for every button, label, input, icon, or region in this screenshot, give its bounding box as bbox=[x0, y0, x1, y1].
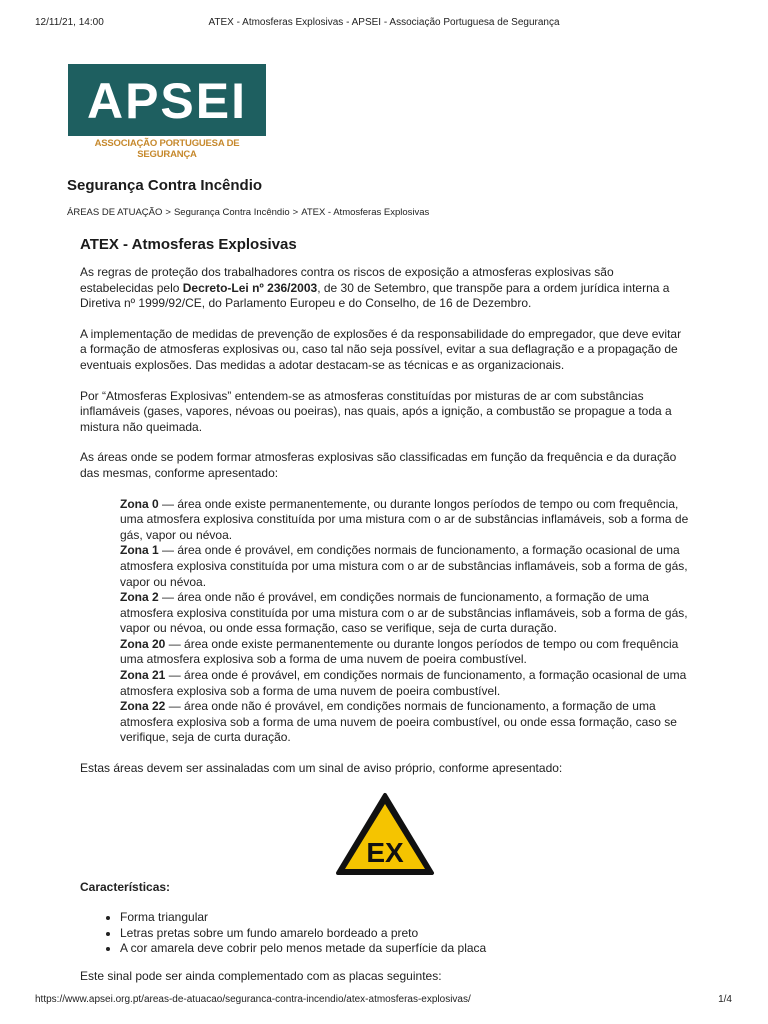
definition-paragraph: Por “Atmosferas Explosivas” entendem-se as atmosferas constituídas por misturas de ar com substâncias inflamáveis (gases, vapores, névoas ou poeiras), nas quais, após a ignição, a combustão se propague a toda a mistura não queimada. bbox=[80, 388, 672, 434]
list-item: • A cor amarela deve cobrir pelo menos metade da superfície da placa bbox=[120, 941, 690, 957]
zone-item bbox=[120, 637, 690, 668]
characteristics-title: Características: bbox=[80, 879, 171, 894]
logo-subtitle: ASSOCIAÇÃO PORTUGUESA DE SEGURANÇA bbox=[94, 138, 240, 160]
ex-warning-sign bbox=[80, 792, 690, 876]
breadcrumb-item-current: ATEX - Atmosferas Explosivas bbox=[301, 207, 430, 218]
ex-warning-triangle-icon bbox=[335, 792, 435, 876]
section-title: Segurança Contra Incêndio bbox=[67, 177, 263, 194]
sign-text: EX bbox=[366, 836, 404, 868]
breadcrumb bbox=[67, 207, 429, 218]
intro-text-continued: , de 30 de Setembro, que transpõe para a ordem jurídica interna a Diretiva nº 1999/92/CE, do Parlamento Europeu e do Conselho, de 16 de Dezembro. bbox=[80, 280, 670, 311]
list-item: • Forma triangular bbox=[120, 910, 690, 926]
print-page-title: ATEX - Atmosferas Explosivas - APSEI - Associação Portuguesa de Segurança bbox=[208, 17, 560, 28]
intro-paragraph bbox=[80, 265, 690, 312]
print-datetime: 12/11/21, 14:00 bbox=[35, 17, 104, 28]
zone-description: — área onde não é provável, em condições normais de funcionamento, a formação de uma atmosfera explosiva sob a forma de uma nuvem de poeira combustível, ou onde essa formação, caso se verifique, seja de curta duração. bbox=[120, 699, 677, 745]
breadcrumb-separator: > bbox=[292, 207, 299, 218]
page-number: 1/4 bbox=[718, 994, 732, 1005]
intro-text: As regras de proteção dos trabalhadores contra os riscos de exposição a atmosferas explosivas são estabelecidas pelo bbox=[80, 265, 614, 295]
signage-paragraph: Estas áreas devem ser assinaladas com um sinal de aviso próprio, conforme apresentado: bbox=[80, 761, 563, 776]
zone-item bbox=[120, 543, 690, 590]
breadcrumb-separator: > bbox=[165, 207, 171, 218]
logo-wordmark-text: APSEI bbox=[86, 74, 248, 126]
complement-paragraph: Este sinal pode ser ainda complementado com as placas seguintes: bbox=[80, 969, 442, 983]
zone-name: Zona 21 bbox=[120, 668, 166, 683]
article-title: ATEX - Atmosferas Explosivas bbox=[80, 236, 297, 253]
zone-item bbox=[120, 699, 690, 746]
apsei-wordmark bbox=[82, 74, 252, 126]
zone-description: — área onde existe permanentemente, ou durante longos períodos de tempo ou com frequência, uma atmosfera explosiva constituída por uma mistura com o ar de substâncias inflamáveis, sob a forma de gás, vapor ou névoa. bbox=[120, 496, 689, 542]
zone-description: — área onde existe permanentemente ou durante longos períodos de tempo ou com frequência uma atmosfera explosiva sob a forma de uma nuvem de poeira combustível. bbox=[120, 636, 679, 667]
zone-item bbox=[120, 668, 690, 699]
breadcrumb-item-areas[interactable]: ÁREAS DE ATUAÇÃO bbox=[67, 207, 163, 218]
breadcrumb-item-seguranca[interactable]: Segurança Contra Incêndio bbox=[173, 207, 290, 218]
zone-name: Zona 20 bbox=[120, 636, 166, 651]
classification-paragraph: As áreas onde se podem formar atmosferas explosivas são classificadas em função da frequência e da duração das mesmas, conforme apresentado: bbox=[80, 450, 677, 480]
zones-list bbox=[120, 497, 690, 747]
zone-description: — área onde é provável, em condições normais de funcionamento, a formação ocasional de uma atmosfera explosiva constituída por uma mistura com o ar de substâncias inflamáveis, sob a forma de gás, vapor ou névoa. bbox=[120, 543, 688, 589]
zone-item bbox=[120, 590, 690, 637]
zone-name: Zona 22 bbox=[120, 699, 166, 714]
zone-item bbox=[120, 497, 690, 544]
zone-description: — área onde não é provável, em condições normais de funcionamento, a formação de uma atmosfera explosiva constituída por uma mistura com o ar de substâncias inflamáveis, sob a forma de gás, vapor ou névoa, ou onde essa formação, caso se verifique, seja de curta duração. bbox=[120, 590, 688, 636]
zone-name: Zona 0 bbox=[120, 496, 159, 511]
zone-name: Zona 2 bbox=[120, 590, 159, 605]
zone-name: Zona 1 bbox=[120, 543, 159, 558]
zone-description: — área onde é provável, em condições normais de funcionamento, a formação ocasional de uma atmosfera explosiva sob a forma de uma nuvem de poeira combustível. bbox=[120, 668, 687, 698]
article-body bbox=[80, 265, 690, 1000]
apsei-logo[interactable] bbox=[68, 64, 266, 136]
list-item: • Letras pretas sobre um fundo amarelo bordeado a preto bbox=[120, 926, 690, 942]
page-url[interactable]: https://www.apsei.org.pt/areas-de-atuacao/seguranca-contra-incendio/atex-atmosferas-explosivas/ bbox=[35, 994, 471, 1005]
characteristics-list bbox=[80, 910, 690, 957]
prevention-paragraph: A implementação de medidas de prevenção de explosões é da responsabilidade do empregador, que deve evitar a formação de atmosferas explosivas ou, caso tal não seja possível, evitar a sua deflagração e a propagação de eventuais explosões. Das medidas a adotar destacam-se as técnicas e as organizacionais. bbox=[80, 326, 682, 372]
decree-reference: Decreto-Lei nº 236/2003 bbox=[182, 280, 318, 295]
